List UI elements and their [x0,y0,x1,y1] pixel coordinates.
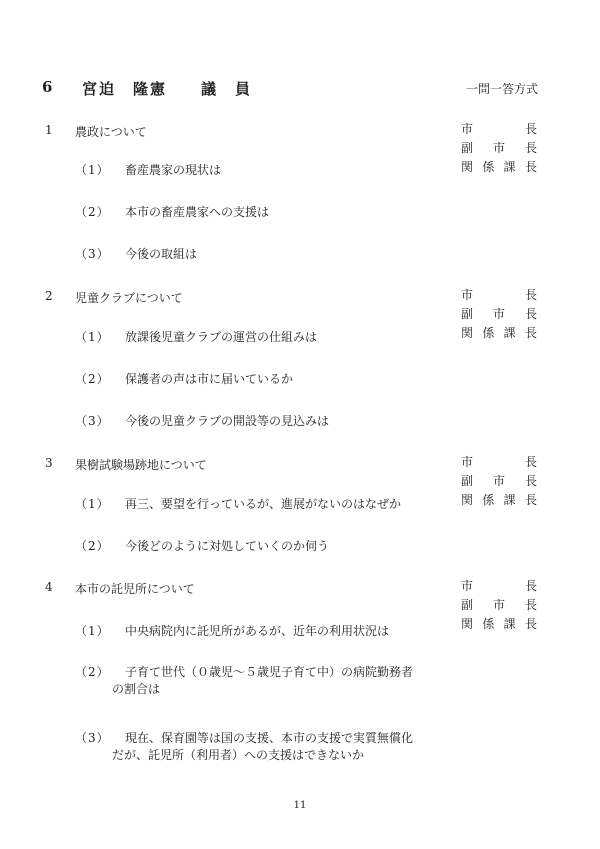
topic-title: 本市の託児所について [75,582,195,596]
item-number: （2） [75,665,110,679]
item-text: 保護者の声は市に届いているか [125,372,294,386]
topic-number: 2 [45,289,53,303]
responder-mayor: 市 長 [461,288,537,302]
topic-1-item-2 [75,204,455,221]
responder-section-chief: 関 係 課 長 [461,493,537,507]
topic-number: 3 [45,456,53,470]
item-text-line-2: だが、託児所（利用者）への支援はできないか [112,748,365,762]
topic-3-responders [461,453,537,510]
topic-2-item-3 [75,413,455,430]
topic-2-item-2 [75,371,455,388]
question-method: 一問一答方式 [465,82,538,96]
item-text: 中央病院内に託児所があるが、近年の利用状況は [125,624,390,638]
item-number: （3） [75,731,110,745]
item-text: 今後の取組は [125,247,198,261]
topic-1-responders [461,120,537,177]
item-number: （1） [75,330,110,344]
responder-mayor: 市 長 [461,122,537,136]
responder-deputy-mayor: 副 市 長 [461,598,537,612]
topic-4-responders [461,577,537,634]
responder-section-chief: 関 係 課 長 [461,617,537,631]
topic-3-item-1 [75,496,455,513]
responder-deputy-mayor: 副 市 長 [461,141,537,155]
item-text: 畜産農家の現状は [125,163,222,177]
member-header [42,78,542,100]
item-text: 放課後児童クラブの運営の仕組みは [125,330,318,344]
member-name: 宮迫 隆憲 議 員 [82,80,253,98]
topic-title: 果樹試験場跡地について [75,458,207,472]
responder-section-chief: 関 係 課 長 [461,160,537,174]
item-number: （1） [75,624,110,638]
topic-4-item-2 [75,664,455,698]
item-number: （2） [75,205,110,219]
item-text-line-1: 子育て世代（０歳児～５歳児子育て中）の病院勤務者 [125,665,414,679]
item-text: 今後の児童クラブの開設等の見込みは [125,414,330,428]
responder-deputy-mayor: 副 市 長 [461,474,537,488]
topic-4-item-1 [75,623,455,640]
topic-3-item-2 [75,538,455,555]
responder-mayor: 市 長 [461,455,537,469]
topic-title: 児童クラブについて [75,291,183,305]
topic-1-item-1 [75,162,455,179]
item-number: （1） [75,163,110,177]
topic-title: 農政について [75,125,147,139]
item-text-line-1: 現在、保育園等は国の支援、本市の支援で実質無償化 [125,731,414,745]
topic-number: 4 [45,580,53,594]
item-text-line-2: の割合は [112,682,161,696]
page-number: 11 [293,800,307,811]
topic-2-responders [461,286,537,343]
topic-4-item-3 [75,730,455,764]
responder-mayor: 市 長 [461,579,537,593]
item-text: 今後どのように対処していくのか伺う [125,539,330,553]
topic-number: 1 [45,123,53,137]
item-text: 再三、要望を行っているが、進展がないのはなぜか [125,497,402,511]
topic-2-item-1 [75,329,455,346]
item-text: 本市の畜産農家への支援は [125,205,270,219]
topic-1-item-3 [75,246,455,263]
responder-section-chief: 関 係 課 長 [461,326,537,340]
item-number: （3） [75,414,110,428]
responder-deputy-mayor: 副 市 長 [461,307,537,321]
item-number: （3） [75,247,110,261]
item-number: （2） [75,372,110,386]
item-number: （2） [75,539,110,553]
item-number: （1） [75,497,110,511]
member-number: 6 [42,78,53,96]
